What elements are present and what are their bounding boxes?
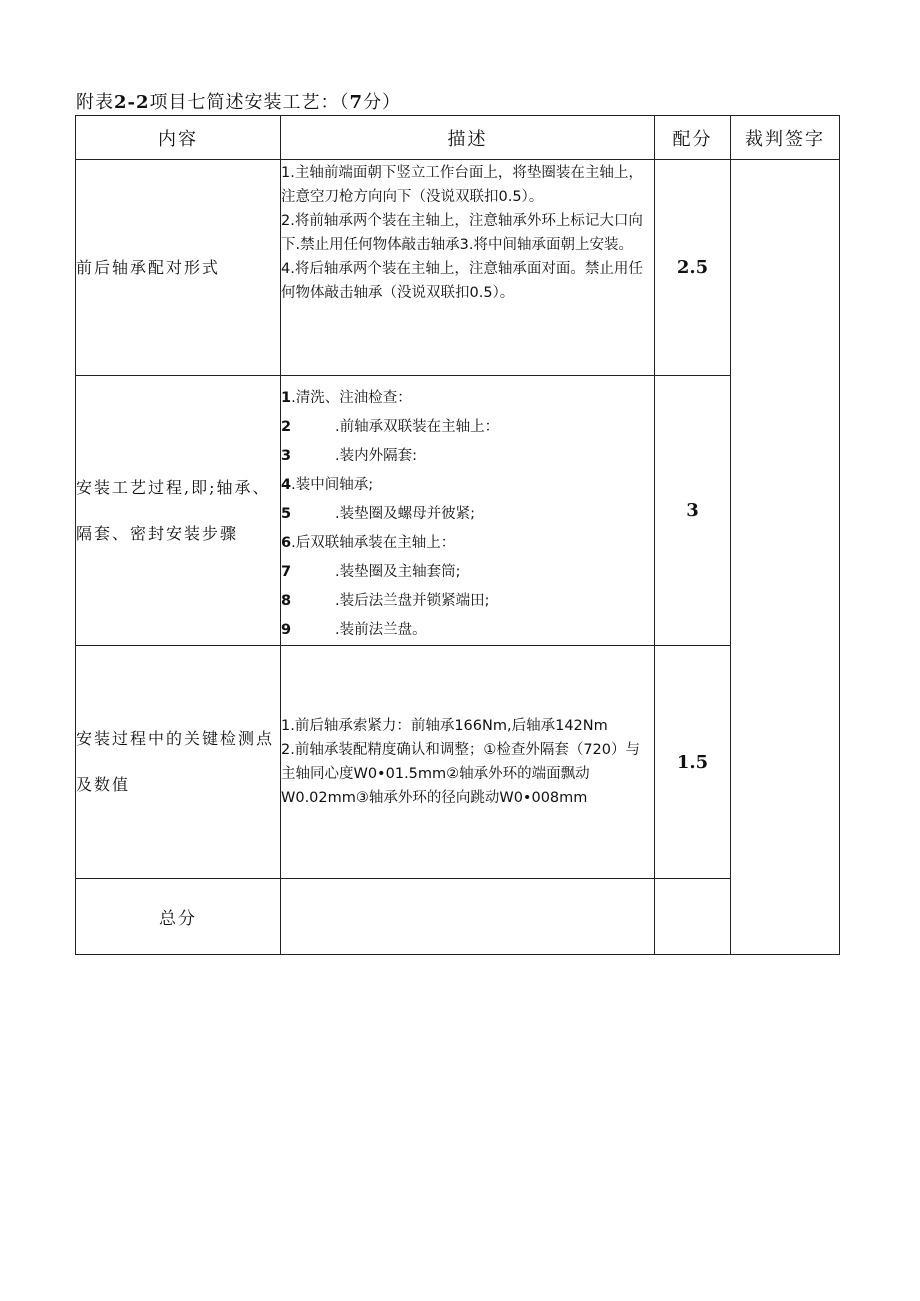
description-line: 2.前轴承装配精度确认和调整；①检查外隔套（720）与主轴同心度W0•01.5mm②轴承外环的端面飘动W0.02mm③轴承外环的径向跳动W0•008mm bbox=[281, 742, 641, 806]
step-number: 3 bbox=[281, 448, 292, 464]
step-item bbox=[281, 413, 654, 442]
row-description bbox=[281, 646, 655, 879]
header-description: 描述 bbox=[281, 116, 655, 160]
row-steps bbox=[281, 376, 655, 646]
description-line: 4.将后轴承两个装在主轴上，注意轴承面对面。禁止用任何物体敲击轴承（没说双联扣0.5）。 bbox=[281, 261, 643, 301]
step-number: 8 bbox=[281, 593, 292, 609]
step-text: .前轴承双联装在主轴上： bbox=[335, 419, 500, 435]
step-number: 9 bbox=[281, 622, 292, 638]
step-text: .装后法兰盘并锁紧端田; bbox=[335, 593, 490, 609]
step-text: .装垫圈及主轴套筒; bbox=[335, 564, 461, 580]
step-text: .装内外隔套: bbox=[335, 448, 417, 464]
step-item bbox=[281, 616, 654, 645]
row-content-label: 安装过程中的关键检测点及数值 bbox=[76, 646, 281, 879]
header-score: 配分 bbox=[655, 116, 731, 160]
step-text: .装前法兰盘。 bbox=[335, 622, 427, 638]
header-referee-signature: 裁判签字 bbox=[731, 116, 840, 160]
step-item bbox=[281, 587, 654, 616]
header-row bbox=[76, 116, 840, 160]
step-text: .装垫圈及螺母并彼紧; bbox=[335, 506, 475, 522]
step-item bbox=[281, 500, 654, 529]
step-text: .清洗、注油检查： bbox=[291, 390, 412, 406]
page-title bbox=[76, 88, 401, 114]
table-row bbox=[76, 376, 840, 646]
title-text: 项目七简述安装工艺：（ bbox=[149, 92, 350, 113]
row-content-label: 前后轴承配对形式 bbox=[76, 160, 281, 376]
table-row bbox=[76, 879, 840, 955]
step-number: 6 bbox=[281, 535, 292, 551]
step-item bbox=[281, 529, 654, 558]
title-number: 2-2 bbox=[114, 92, 150, 113]
description-line: 1.主轴前端面朝下竖立工作台面上，将垫圈装在主轴上，注意空刀枪方向向下（没说双联扣0.5）。 bbox=[281, 165, 643, 205]
table-row bbox=[76, 160, 840, 376]
total-score-label: 总分 bbox=[76, 879, 281, 955]
step-item bbox=[281, 442, 654, 471]
row-content-label: 安装工艺过程,即;轴承、隔套、密封安装步骤 bbox=[76, 376, 281, 646]
description-line: 1.前后轴承索紧力：前轴承166Nm,后轴承142Nm bbox=[281, 718, 608, 734]
title-suffix: 分） bbox=[363, 92, 402, 113]
title-prefix: 附表 bbox=[76, 92, 114, 113]
referee-signature-cell[interactable] bbox=[731, 160, 840, 955]
step-item bbox=[281, 384, 654, 413]
table-row bbox=[76, 646, 840, 879]
total-score-value bbox=[655, 879, 731, 955]
total-description-cell bbox=[281, 879, 655, 955]
step-number: 5 bbox=[281, 506, 292, 522]
step-item bbox=[281, 471, 654, 500]
step-item bbox=[281, 558, 654, 587]
step-text: .装中间轴承; bbox=[291, 477, 374, 493]
assembly-process-table bbox=[75, 115, 840, 955]
row-description bbox=[281, 160, 655, 376]
row-score: 3 bbox=[655, 376, 731, 646]
row-score: 1.5 bbox=[655, 646, 731, 879]
step-number: 1 bbox=[281, 390, 292, 406]
title-points: 7 bbox=[349, 92, 364, 113]
row-score: 2.5 bbox=[655, 160, 731, 376]
step-number: 7 bbox=[281, 564, 292, 580]
header-content: 内容 bbox=[76, 116, 281, 160]
step-text: .后双联轴承装在主轴上： bbox=[291, 535, 456, 551]
step-number: 4 bbox=[281, 477, 292, 493]
description-line: 2.将前轴承两个装在主轴上，注意轴承外环上标记大口向下.禁止用任何物体敲击轴承3.将中间轴承面朝上安装。 bbox=[281, 213, 643, 253]
step-number: 2 bbox=[281, 419, 292, 435]
